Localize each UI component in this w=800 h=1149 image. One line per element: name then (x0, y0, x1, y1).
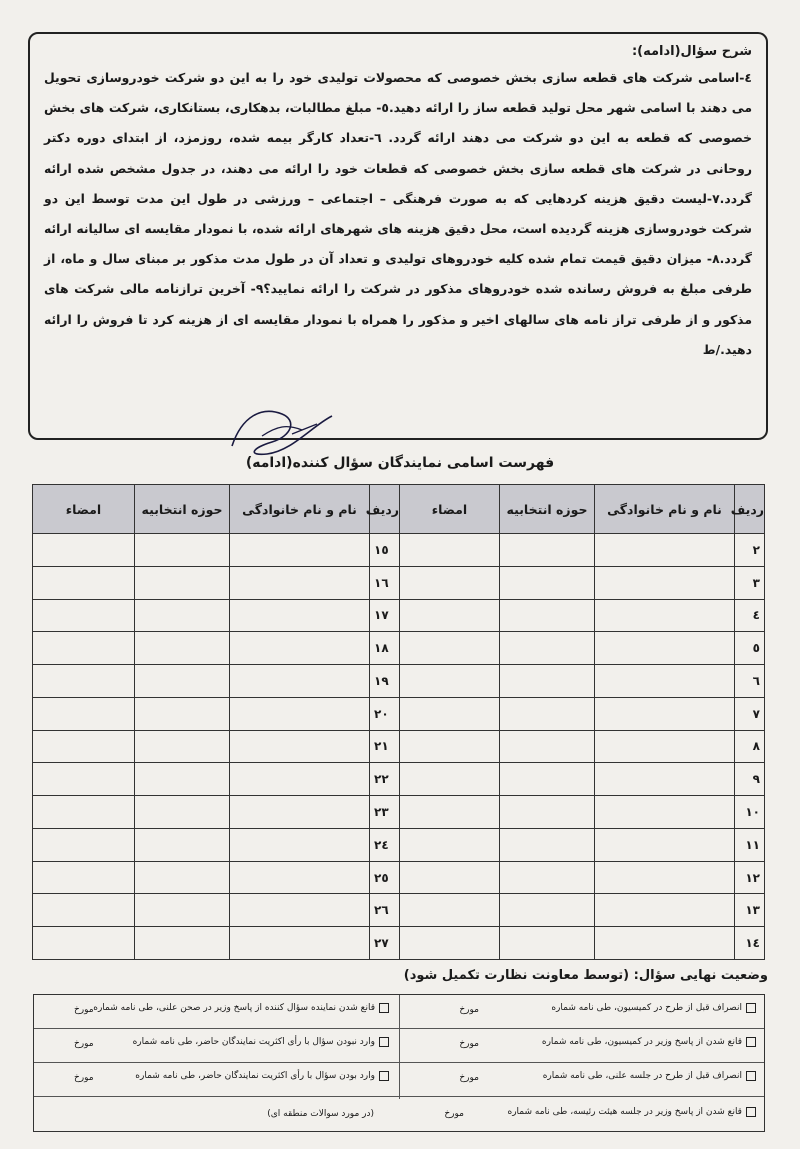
signature-cell[interactable] (33, 796, 135, 829)
status-option[interactable]: انصراف قبل از طرح در جلسه علنی، طی نامه شماره (543, 1071, 756, 1081)
name-cell[interactable] (230, 796, 370, 829)
district-cell[interactable] (135, 730, 230, 763)
status-option[interactable]: قانع شدن از پاسخ وزیر در جلسه هیئت رئیسه، طی نامه شماره (508, 1107, 757, 1117)
district-cell[interactable] (135, 796, 230, 829)
representatives-list-title: فهرست اسامی نمایندگان سؤال کننده(ادامه) (245, 455, 555, 471)
table-row (33, 763, 765, 796)
district-cell[interactable] (500, 534, 595, 567)
name-cell[interactable] (595, 796, 735, 829)
signature-cell[interactable] (400, 796, 500, 829)
district-cell[interactable] (135, 927, 230, 960)
district-cell[interactable] (135, 599, 230, 632)
row-number-cell: ٢١ (370, 730, 400, 763)
date-label: مورخ (74, 1039, 94, 1049)
row-number-cell: ٤ (735, 599, 765, 632)
table-row (33, 861, 765, 894)
row-number-cell: ٨ (735, 730, 765, 763)
table-row (33, 894, 765, 927)
status-option[interactable]: وارد بودن سؤال با رأی اکثریت نمایندگان حاضر، طی نامه شماره (135, 1071, 389, 1081)
name-cell[interactable] (230, 665, 370, 698)
table-row (33, 534, 765, 567)
date-label: مورخ (444, 1109, 464, 1119)
signature-cell[interactable] (400, 534, 500, 567)
row-number-cell: ١٤ (735, 927, 765, 960)
date-label: مورخ (459, 1073, 479, 1083)
status-option[interactable]: انصراف قبل از طرح در کمیسیون، طی نامه شماره (551, 1003, 756, 1013)
signature-cell[interactable] (33, 632, 135, 665)
name-cell[interactable] (595, 730, 735, 763)
row-number-cell: ٢٦ (370, 894, 400, 927)
final-status-box (33, 994, 765, 1132)
row-number-cell: ٣ (735, 566, 765, 599)
row-number-cell: ١٣ (735, 894, 765, 927)
table-row (33, 927, 765, 960)
district-cell[interactable] (135, 861, 230, 894)
date-label: مورخ (74, 1005, 94, 1015)
date-label: مورخ (459, 1039, 479, 1049)
name-cell[interactable] (595, 566, 735, 599)
signature-cell[interactable] (33, 763, 135, 796)
row-number-cell: ١٧ (370, 599, 400, 632)
signature-cell[interactable] (33, 894, 135, 927)
final-status-title: وضعیت نهایی سؤال: (توسط معاونت نظارت تکمیل شود) (403, 968, 768, 983)
header-district: حوزه انتخابیه (500, 485, 595, 534)
signature-cell[interactable] (33, 566, 135, 599)
name-cell[interactable] (230, 534, 370, 567)
signature-cell[interactable] (400, 599, 500, 632)
row-number-cell: ٦ (735, 665, 765, 698)
signature-cell[interactable] (400, 566, 500, 599)
table-header-row (33, 485, 765, 534)
row-number-cell: ١٨ (370, 632, 400, 665)
district-cell[interactable] (500, 763, 595, 796)
checkbox[interactable] (379, 1003, 389, 1013)
date-label: مورخ (459, 1005, 479, 1015)
status-option[interactable]: قانع شدن نماینده سؤال کننده از پاسخ وزیر در صحن علنی، طی نامه شماره (93, 1003, 389, 1013)
district-cell[interactable] (135, 632, 230, 665)
table-row (33, 632, 765, 665)
header-row-number: ردیف (735, 485, 765, 534)
header-signature: امضاء (400, 485, 500, 534)
row-number-cell: ١٥ (370, 534, 400, 567)
checkbox[interactable] (379, 1037, 389, 1047)
district-cell[interactable] (500, 665, 595, 698)
name-cell[interactable] (230, 599, 370, 632)
row-number-cell: ٥ (735, 632, 765, 665)
name-cell[interactable] (230, 894, 370, 927)
signature-cell[interactable] (33, 927, 135, 960)
table-row (33, 566, 765, 599)
signature-cell[interactable] (33, 828, 135, 861)
row-number-cell: ٢٧ (370, 927, 400, 960)
signature-cell[interactable] (33, 599, 135, 632)
district-cell[interactable] (500, 927, 595, 960)
status-option[interactable]: قانع شدن از پاسخ وزیر در کمیسیون، طی نامه شماره (542, 1037, 756, 1047)
name-cell[interactable] (230, 730, 370, 763)
name-cell[interactable] (230, 566, 370, 599)
name-cell[interactable] (595, 534, 735, 567)
row-number-cell: ٢٤ (370, 828, 400, 861)
signature-cell[interactable] (33, 665, 135, 698)
regional-note: (در مورد سوالات منطقه ای) (267, 1109, 374, 1119)
table-row (33, 697, 765, 730)
district-cell[interactable] (500, 861, 595, 894)
status-row (34, 1099, 764, 1133)
district-cell[interactable] (135, 894, 230, 927)
district-cell[interactable] (135, 665, 230, 698)
district-cell[interactable] (500, 566, 595, 599)
name-cell[interactable] (595, 697, 735, 730)
signature-cell[interactable] (33, 730, 135, 763)
district-cell[interactable] (500, 632, 595, 665)
status-option[interactable]: وارد نبودن سؤال با رأی اکثریت نمایندگان حاضر، طی نامه شماره (133, 1037, 389, 1047)
district-cell[interactable] (135, 828, 230, 861)
name-cell[interactable] (230, 697, 370, 730)
table-row (33, 828, 765, 861)
name-cell[interactable] (230, 763, 370, 796)
header-signature: امضاء (33, 485, 135, 534)
table-row (33, 665, 765, 698)
question-description-box (28, 32, 768, 440)
district-cell[interactable] (500, 796, 595, 829)
district-cell[interactable] (135, 763, 230, 796)
signature-cell[interactable] (400, 828, 500, 861)
signature-cell[interactable] (400, 894, 500, 927)
district-cell[interactable] (500, 697, 595, 730)
row-number-cell: ١٠ (735, 796, 765, 829)
name-cell[interactable] (595, 599, 735, 632)
name-cell[interactable] (595, 763, 735, 796)
signature-cell[interactable] (400, 763, 500, 796)
row-number-cell: ٢٠ (370, 697, 400, 730)
representatives-table (32, 484, 765, 960)
name-cell[interactable] (595, 828, 735, 861)
district-cell[interactable] (500, 828, 595, 861)
checkbox[interactable] (746, 1107, 756, 1117)
name-cell[interactable] (595, 861, 735, 894)
row-number-cell: ١٩ (370, 665, 400, 698)
signature-cell[interactable] (400, 927, 500, 960)
status-row (34, 1063, 764, 1097)
row-number-cell: ٢ (735, 534, 765, 567)
district-cell[interactable] (135, 566, 230, 599)
status-row (34, 995, 764, 1029)
name-cell[interactable] (595, 632, 735, 665)
header-name: نام و نام خانوادگی (595, 485, 735, 534)
row-number-cell: ١٢ (735, 861, 765, 894)
row-number-cell: ١٦ (370, 566, 400, 599)
question-body: ٤-اسامی شرکت های قطعه سازی بخش خصوصی که محصولات تولیدی خود را به این دو شرکت خودروسازی تحویل می دهند با اسامی شهر محل تولید قطعه ساز را ارائه دهید.٥- مبلغ مطالبات، بدهکاری، بستانکاری، شرکت های بخش خصوصی که قطعه به این دو شرکت می دهند ارائه گردد. ٦-تعداد کارگر بیمه شده، روزمزد، از ابتدای دوره دکتر روحانی در شرکت های قطعه سازی بخش خصوصی که قطعات خود را ارائه می دهند، در جدول مشخص شده ارائه گردد.٧-لیست دقیق هزینه کردهایی که به صورت فرهنگی – اجتماعی – ورزشی در طول این مدت توسط این دو شرکت خودروسازی هزینه گردیده است، محل دقیق هزینه های شهرهای ارائه شده، با نمودار مقایسه ای سالیانه ارائه گردد.٨- میزان دقیق قیمت تمام شده کلیه خودروهای تولیدی و تعداد آن در طول مدت مذکور بر مبنای سال و ماه، از طرفی مبلغ به فروش رسانده شده خودروهای مذکور در شرکت را ارائه نمایید؟٩- آخرین ترازنامه مالی شرکت های مذکور و از طرفی تراز نامه های سالهای اخیر و مذکور را همراه با نمودار مقایسه ای از هزینه کرد تا فروش را ارائه دهید./ط (44, 70, 753, 357)
signature-cell[interactable] (400, 697, 500, 730)
district-cell[interactable] (500, 599, 595, 632)
row-number-cell: ٧ (735, 697, 765, 730)
checkbox[interactable] (746, 1037, 756, 1047)
signature-cell[interactable] (400, 632, 500, 665)
row-number-cell: ٩ (735, 763, 765, 796)
question-heading: شرح سؤال(ادامه): (631, 44, 752, 59)
checkbox[interactable] (746, 1003, 756, 1013)
checkbox[interactable] (746, 1071, 756, 1081)
table-row (33, 730, 765, 763)
row-number-cell: ٢٣ (370, 796, 400, 829)
name-cell[interactable] (595, 665, 735, 698)
row-number-cell: ١١ (735, 828, 765, 861)
district-cell[interactable] (135, 534, 230, 567)
signature-cell[interactable] (33, 534, 135, 567)
table-row (33, 599, 765, 632)
status-row (34, 1029, 764, 1063)
district-cell[interactable] (135, 697, 230, 730)
name-cell[interactable] (230, 632, 370, 665)
signature-cell[interactable] (400, 665, 500, 698)
header-district: حوزه انتخابیه (135, 485, 230, 534)
signature-cell[interactable] (400, 730, 500, 763)
row-number-cell: ٢٢ (370, 763, 400, 796)
name-cell[interactable] (230, 861, 370, 894)
district-cell[interactable] (500, 730, 595, 763)
signature-cell[interactable] (33, 697, 135, 730)
header-name: نام و نام خانوادگی (230, 485, 370, 534)
table-row (33, 796, 765, 829)
name-cell[interactable] (230, 927, 370, 960)
checkbox[interactable] (379, 1071, 389, 1081)
signature-cell[interactable] (400, 861, 500, 894)
name-cell[interactable] (595, 927, 735, 960)
name-cell[interactable] (595, 894, 735, 927)
signature-cell[interactable] (33, 861, 135, 894)
row-number-cell: ٢٥ (370, 861, 400, 894)
district-cell[interactable] (500, 894, 595, 927)
date-label: مورخ (74, 1073, 94, 1083)
name-cell[interactable] (230, 828, 370, 861)
header-row-number: ردیف (370, 485, 400, 534)
